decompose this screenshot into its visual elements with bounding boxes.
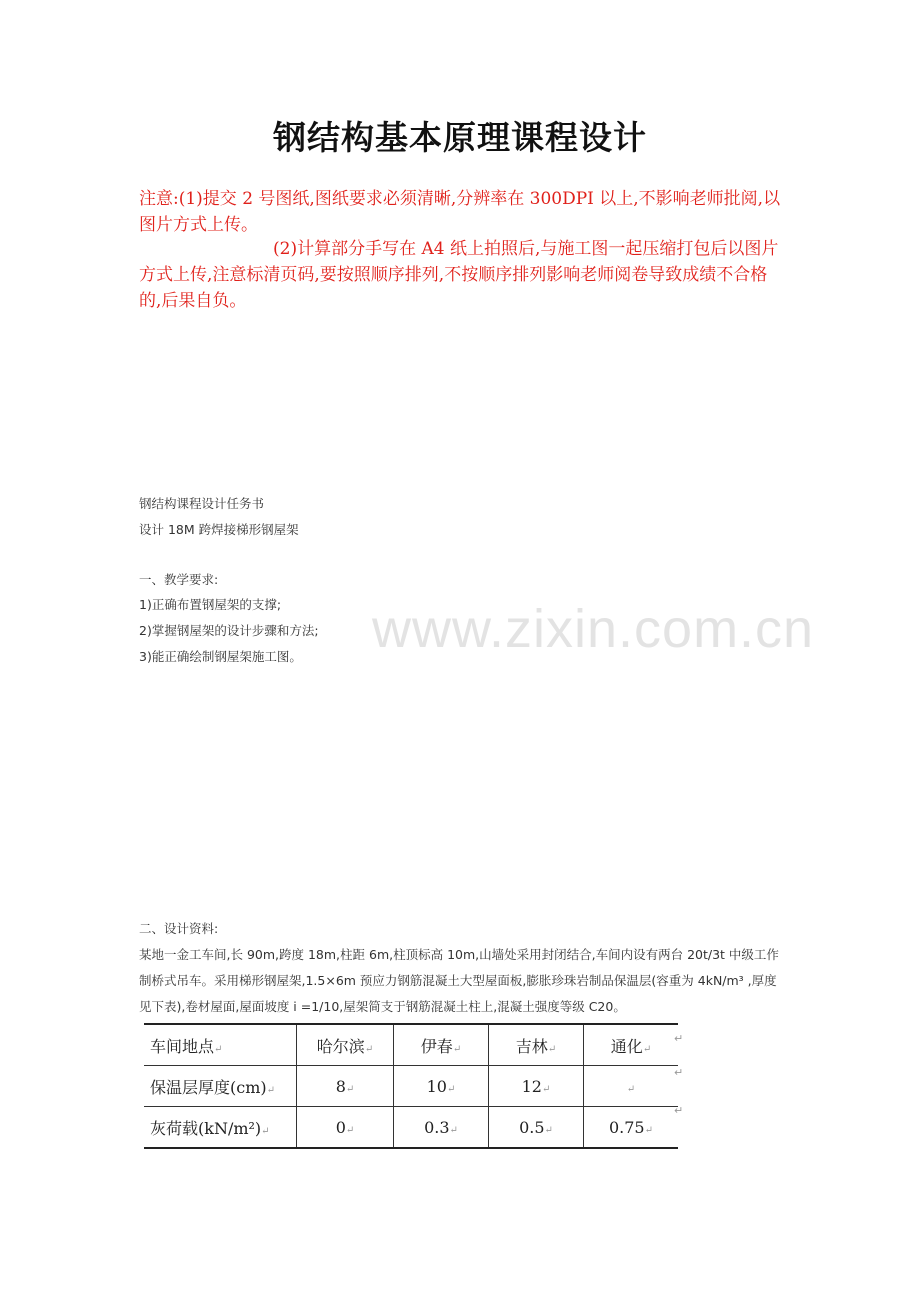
table-cell: ↵ (584, 1066, 679, 1107)
document-title: 钢结构基本原理课程设计 (273, 118, 647, 157)
teaching-item-3: 3)能正确绘制钢屋架施工图。 (139, 649, 302, 664)
table-cell: 吉林↵ (489, 1024, 584, 1066)
table-cell: 灰荷载(kN/m²)↵ (144, 1107, 297, 1149)
teaching-heading: 一、教学要求: (139, 572, 219, 587)
task-heading: 钢结构课程设计任务书 (139, 496, 265, 511)
table-cell: 0↵ (297, 1107, 394, 1149)
table-cell: 12↵ (489, 1066, 584, 1107)
row-end-mark: ↵ (674, 1066, 684, 1079)
table-cell: 伊春↵ (394, 1024, 489, 1066)
design-heading: 二、设计资料: (139, 921, 219, 936)
table-cell: 0.75↵ (584, 1107, 679, 1149)
table-cell: 10↵ (394, 1066, 489, 1107)
table-header-row (144, 1024, 678, 1066)
table-cell: 车间地点↵ (144, 1024, 297, 1066)
table-cell: 通化↵ (584, 1024, 679, 1066)
table-cell: 0.3↵ (394, 1107, 489, 1149)
notice-line-2: (2)计算部分手写在 A4 纸上拍照后,与施工图一起压缩打包后以图片方式上传,注意标清页码,要按照顺序排列,不按顺序排列影响老师阅卷导致成绩不合格的,后果自负。 (139, 239, 779, 311)
table-row (144, 1107, 678, 1149)
notice-line-1: 注意:(1)提交 2 号图纸,图纸要求必须清晰,分辨率在 300DPI 以上,不影响老师批阅,以图片方式上传。 (139, 189, 781, 235)
data-table (144, 1023, 678, 1149)
teaching-item-2: 2)掌握钢屋架的设计步骤和方法; (139, 623, 319, 638)
teaching-item-1: 1)正确布置钢屋架的支撑; (139, 597, 282, 612)
table-cell: 保温层厚度(cm)↵ (144, 1066, 297, 1107)
table-cell: 哈尔滨↵ (297, 1024, 394, 1066)
table-cell: 8↵ (297, 1066, 394, 1107)
table-row (144, 1066, 678, 1107)
table-cell: 0.5↵ (489, 1107, 584, 1149)
design-paragraph: 某地一金工车间,长 90m,跨度 18m,柱距 6m,柱顶标高 10m,山墙处采用封闭结合,车间内设有两台 20t/3t 中级工作制桥式吊车。采用梯形钢屋架,1.5×6m 预应力钢筋混凝土大型屋面板,膨胀珍珠岩制品保温层(容重为 4kN/m³ ,厚度见下表),卷材屋面,屋面坡度 i =1/10,屋架简支于钢筋混凝土柱上,混凝土强度等级 C20。 (139, 947, 779, 1014)
row-end-mark: ↵ (674, 1104, 684, 1117)
row-end-mark: ↵ (674, 1032, 684, 1045)
task-subject: 设计 18M 跨焊接梯形钢屋架 (139, 522, 299, 537)
watermark: www.zixin.com.cn (372, 599, 815, 659)
